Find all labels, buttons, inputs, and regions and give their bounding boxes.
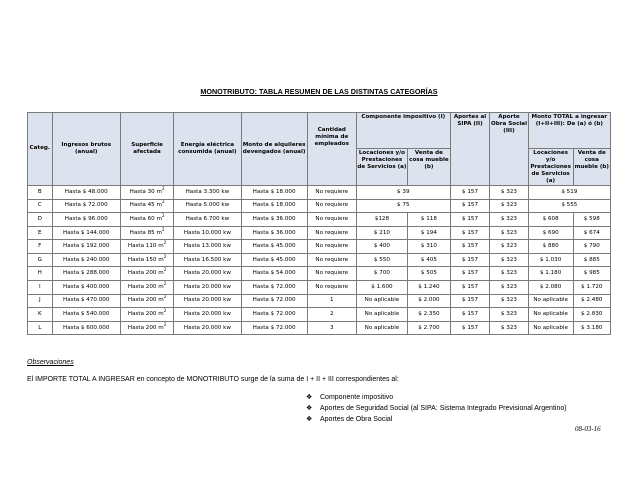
cell-energia: Hasta 20.000 kw <box>174 267 241 281</box>
diamond-bullet-icon: ❖ <box>306 394 313 401</box>
cell-energia: Hasta 5.000 kw <box>174 199 241 213</box>
cell-impositivo-a: $ 1.600 <box>356 281 407 295</box>
cell-ingresos: Hasta $ 72.000 <box>52 199 120 213</box>
cell-sipa: $ 157 <box>450 267 490 281</box>
header-ingresos: Ingresos brutos (anual) <box>52 113 120 186</box>
cell-empleados: No requiere <box>307 199 356 213</box>
header-obra-social-cont <box>490 149 528 186</box>
cell-superficie: Hasta 200 $m^2$ <box>120 308 173 322</box>
cell-alquileres: Hasta $ 18.000 <box>241 199 307 213</box>
cell-ingresos: Hasta $ 144.000 <box>52 226 120 240</box>
header-total-locaciones: Locaciones y/o Prestaciones de Servicios (a) <box>528 149 573 186</box>
cell-sipa: $ 157 <box>450 226 490 240</box>
cell-energia: Hasta 20.000 kw <box>174 308 241 322</box>
cell-categoria: E <box>28 226 53 240</box>
cell-categoria: H <box>28 267 53 281</box>
cell-empleados: 3 <box>307 321 356 335</box>
cell-categoria: F <box>28 240 53 254</box>
cell-empleados: 2 <box>307 308 356 322</box>
cell-ingresos: Hasta $ 192.000 <box>52 240 120 254</box>
cell-alquileres: Hasta $ 36.000 <box>241 226 307 240</box>
header-cantidad: Cantidad mínima de empleados <box>307 113 356 149</box>
cell-impositivo-a: $ 550 <box>356 253 407 267</box>
cell-obra-social: $ 323 <box>490 321 528 335</box>
header-obra-social: Aporte Obra Social (III) <box>490 113 528 149</box>
cell-categoria: J <box>28 294 53 308</box>
table-row <box>28 308 611 322</box>
cell-ingresos: Hasta $ 400.000 <box>52 281 120 295</box>
cell-alquileres: Hasta $ 72.000 <box>241 281 307 295</box>
list-item: ❖ Componente impositivo <box>306 394 394 401</box>
cell-energia: Hasta 13.000 kw <box>174 240 241 254</box>
superscript-squared: 2 <box>163 253 167 259</box>
cell-alquileres: Hasta $ 45.000 <box>241 240 307 254</box>
cell-ingresos: Hasta $ 600.000 <box>52 321 120 335</box>
cell-energia: Hasta 10.000 kw <box>174 226 241 240</box>
cell-obra-social: $ 323 <box>490 240 528 254</box>
categories-table <box>27 112 611 335</box>
cell-superficie: Hasta 30 $m^2$ <box>120 185 173 199</box>
cell-total-a: $ 1.030 <box>528 253 573 267</box>
cell-superficie: Hasta 200 $m^2$ <box>120 321 173 335</box>
header-alquileres: Monto de alquileres devengados (anual) <box>241 113 307 186</box>
header-venta: Venta de cosa mueble (b) <box>408 149 451 186</box>
cell-alquileres: Hasta $ 18.000 <box>241 185 307 199</box>
header-categ: Categ. <box>28 113 53 186</box>
cell-impositivo-a: $128 <box>356 213 407 227</box>
header-cantidad-cont <box>307 149 356 186</box>
cell-obra-social: $ 323 <box>490 308 528 322</box>
cell-obra-social: $ 323 <box>490 199 528 213</box>
header-energia: Energía eléctrica consumida (anual) <box>174 113 241 186</box>
cell-impositivo-a: $ 210 <box>356 226 407 240</box>
cell-impositivo: $ 39 <box>356 185 450 199</box>
superscript-squared: 2 <box>163 294 167 300</box>
cell-sipa: $ 157 <box>450 240 490 254</box>
cell-empleados: No requiere <box>307 185 356 199</box>
document-date: 08-03-16 <box>575 425 601 433</box>
table-row <box>28 213 611 227</box>
cell-categoria: I <box>28 281 53 295</box>
cell-total: $ 519 <box>528 185 610 199</box>
cell-sipa: $ 157 <box>450 185 490 199</box>
cell-impositivo-a: $ 400 <box>356 240 407 254</box>
cell-alquileres: Hasta $ 36.000 <box>241 213 307 227</box>
cell-impositivo-b: $ 505 <box>408 267 451 281</box>
cell-energia: Hasta 20.000 kw <box>174 321 241 335</box>
cell-obra-social: $ 323 <box>490 226 528 240</box>
header-locaciones: Locaciones y/o Prestaciones de Servicios (a) <box>356 149 407 186</box>
table-row <box>28 281 611 295</box>
cell-categoria: D <box>28 213 53 227</box>
cell-impositivo-b: $ 310 <box>408 240 451 254</box>
cell-total-a: $ 880 <box>528 240 573 254</box>
cell-impositivo-b: $ 2.000 <box>408 294 451 308</box>
header-sipa: Aportes al SIPA (II) <box>450 113 490 149</box>
observaciones-list <box>306 392 567 425</box>
cell-empleados: No requiere <box>307 240 356 254</box>
cell-total-b: $ 674 <box>573 226 610 240</box>
cell-superficie: Hasta 200 $m^2$ <box>120 294 173 308</box>
cell-total-a: $ 1.180 <box>528 267 573 281</box>
observaciones-label: Observaciones <box>27 359 74 366</box>
cell-impositivo-b: $ 194 <box>408 226 451 240</box>
cell-sipa: $ 157 <box>450 253 490 267</box>
table-row <box>28 240 611 254</box>
cell-total-b: $ 598 <box>573 213 610 227</box>
cell-superficie: Hasta 60 $m^2$ <box>120 213 173 227</box>
cell-total-b: $ 3.180 <box>573 321 610 335</box>
cell-total-a: $ 690 <box>528 226 573 240</box>
cell-impositivo-a: No aplicable <box>356 308 407 322</box>
cell-sipa: $ 157 <box>450 213 490 227</box>
table-row <box>28 321 611 335</box>
cell-alquileres: Hasta $ 45.000 <box>241 253 307 267</box>
cell-ingresos: Hasta $ 96.000 <box>52 213 120 227</box>
superscript-squared: 2 <box>161 226 165 232</box>
cell-sipa: $ 157 <box>450 308 490 322</box>
cell-obra-social: $ 323 <box>490 253 528 267</box>
cell-superficie: Hasta 200 $m^2$ <box>120 267 173 281</box>
cell-impositivo-b: $ 118 <box>408 213 451 227</box>
table-row <box>28 199 611 213</box>
superscript-squared: 2 <box>163 240 167 246</box>
header-total-venta: Venta de cosa mueble (b) <box>573 149 610 186</box>
page-title: MONOTRIBUTO: TABLA RESUMEN DE LAS DISTINTAS CATEGORÍAS <box>200 87 438 96</box>
superscript-squared: 2 <box>161 199 165 205</box>
cell-ingresos: Hasta $ 540.000 <box>52 308 120 322</box>
table-row <box>28 267 611 281</box>
diamond-bullet-icon: ❖ <box>306 416 313 423</box>
cell-obra-social: $ 323 <box>490 281 528 295</box>
cell-impositivo-b: $ 1.240 <box>408 281 451 295</box>
cell-empleados: 1 <box>307 294 356 308</box>
cell-superficie: Hasta 150 $m^2$ <box>120 253 173 267</box>
cell-superficie: Hasta 45 $m^2$ <box>120 199 173 213</box>
cell-superficie: Hasta 85 $m^2$ <box>120 226 173 240</box>
cell-total-a: No aplicable <box>528 294 573 308</box>
cell-energia: Hasta 16.500 kw <box>174 253 241 267</box>
table-row <box>28 253 611 267</box>
table-row <box>28 294 611 308</box>
cell-impositivo-a: $ 700 <box>356 267 407 281</box>
cell-energia: Hasta 20.000 kw <box>174 281 241 295</box>
cell-alquileres: Hasta $ 54.000 <box>241 267 307 281</box>
cell-categoria: B <box>28 185 53 199</box>
cell-energia: Hasta 20.000 kw <box>174 294 241 308</box>
cell-total-a: $ 2.080 <box>528 281 573 295</box>
header-componente-impositivo: Componente impositivo (I) <box>356 113 450 149</box>
cell-total: $ 555 <box>528 199 610 213</box>
cell-ingresos: Hasta $ 470.000 <box>52 294 120 308</box>
list-item: ❖ Aportes de Seguridad Social (al SIPA: Sistema Integrado Previsional Argentino) <box>306 405 567 412</box>
table-row <box>28 226 611 240</box>
cell-empleados: No requiere <box>307 226 356 240</box>
cell-categoria: L <box>28 321 53 335</box>
cell-empleados: No requiere <box>307 267 356 281</box>
cell-ingresos: Hasta $ 240.000 <box>52 253 120 267</box>
cell-alquileres: Hasta $ 72.000 <box>241 308 307 322</box>
cell-categoria: C <box>28 199 53 213</box>
table-row <box>28 185 611 199</box>
header-sipa-cont <box>450 149 490 186</box>
cell-categoria: G <box>28 253 53 267</box>
cell-ingresos: Hasta $ 288.000 <box>52 267 120 281</box>
cell-ingresos: Hasta $ 48.000 <box>52 185 120 199</box>
cell-total-b: $ 2.830 <box>573 308 610 322</box>
cell-obra-social: $ 323 <box>490 185 528 199</box>
cell-empleados: No requiere <box>307 281 356 295</box>
cell-total-b: $ 790 <box>573 240 610 254</box>
header-superficie: Superficie afectada <box>120 113 173 186</box>
cell-impositivo-a: No aplicable <box>356 294 407 308</box>
cell-obra-social: $ 323 <box>490 267 528 281</box>
header-monto-total: Monto TOTAL a ingresar (I+II+III): De (a) ó (b) <box>528 113 610 149</box>
cell-impositivo-b: $ 2.350 <box>408 308 451 322</box>
cell-sipa: $ 157 <box>450 294 490 308</box>
cell-total-a: $ 608 <box>528 213 573 227</box>
superscript-squared: 2 <box>161 185 165 191</box>
cell-impositivo-b: $ 2.700 <box>408 321 451 335</box>
cell-total-b: $ 885 <box>573 253 610 267</box>
cell-alquileres: Hasta $ 72.000 <box>241 321 307 335</box>
cell-alquileres: Hasta $ 72.000 <box>241 294 307 308</box>
observaciones-text: El IMPORTE TOTAL A INGRESAR en concepto de MONOTRIBUTO surge de la suma de I + II + III correspondientes al: <box>27 376 399 383</box>
cell-energia: Hasta 3.300 kw <box>174 185 241 199</box>
cell-sipa: $ 157 <box>450 199 490 213</box>
cell-energia: Hasta 6.700 kw <box>174 213 241 227</box>
superscript-squared: 2 <box>163 267 167 273</box>
superscript-squared: 2 <box>161 213 165 219</box>
cell-categoria: K <box>28 308 53 322</box>
cell-empleados: No requiere <box>307 213 356 227</box>
cell-impositivo-b: $ 405 <box>408 253 451 267</box>
cell-superficie: Hasta 110 $m^2$ <box>120 240 173 254</box>
header-row <box>28 113 611 149</box>
superscript-squared: 2 <box>163 321 167 327</box>
cell-empleados: No requiere <box>307 253 356 267</box>
cell-total-b: $ 1.720 <box>573 281 610 295</box>
superscript-squared: 2 <box>163 281 167 287</box>
cell-obra-social: $ 323 <box>490 294 528 308</box>
cell-obra-social: $ 323 <box>490 213 528 227</box>
list-item: ❖ Aportes de Obra Social <box>306 416 393 423</box>
cell-sipa: $ 157 <box>450 281 490 295</box>
cell-sipa: $ 157 <box>450 321 490 335</box>
cell-total-b: $ 2.480 <box>573 294 610 308</box>
cell-total-b: $ 985 <box>573 267 610 281</box>
superscript-squared: 2 <box>163 308 167 314</box>
cell-total-a: No aplicable <box>528 321 573 335</box>
diamond-bullet-icon: ❖ <box>306 405 313 412</box>
cell-superficie: Hasta 200 $m^2$ <box>120 281 173 295</box>
cell-impositivo-a: No aplicable <box>356 321 407 335</box>
cell-total-a: No aplicable <box>528 308 573 322</box>
cell-impositivo: $ 75 <box>356 199 450 213</box>
